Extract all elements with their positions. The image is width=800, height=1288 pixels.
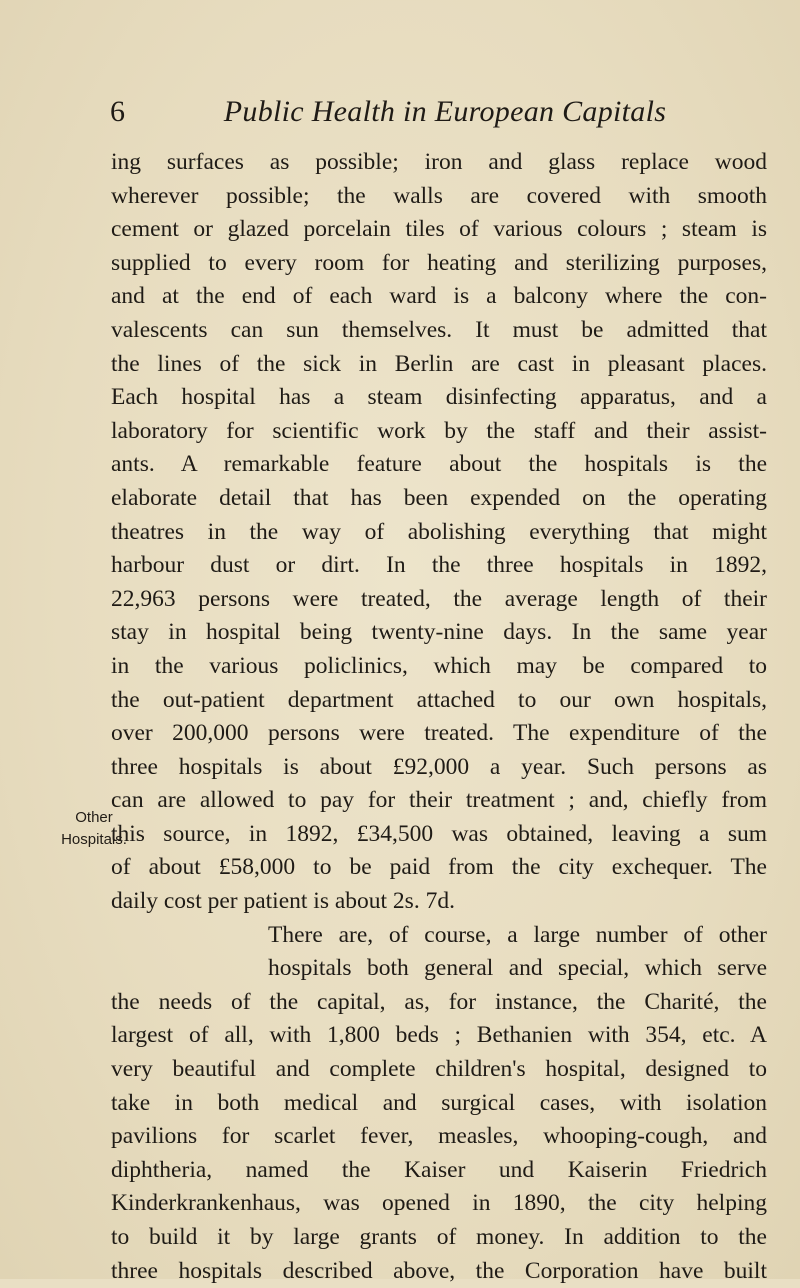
margin-note-line: Other	[75, 809, 113, 826]
text-line: three hospitals described above, the Corporation have built	[111, 1257, 767, 1284]
text-line: 22,963 persons were treated, the average length of their	[111, 585, 767, 612]
text-line: ing surfaces as possible; iron and glass replace wood	[111, 149, 767, 175]
text-line: wherever possible; the walls are covered with smooth	[111, 182, 767, 209]
page-number: 6	[110, 95, 125, 128]
text-line: of about £58,000 to be paid from the city exchequer. The	[111, 854, 767, 881]
text-line: over 200,000 persons were treated. The expenditure of the	[111, 720, 767, 747]
text-line: There are, of course, a large number of other	[268, 921, 767, 948]
text-line: stay in hospital being twenty-nine days. In the same year	[111, 619, 767, 646]
text-line: can are allowed to pay for their treatment ; and, chiefly from	[111, 787, 767, 814]
text-line: the out-patient department attached to our own hospitals,	[111, 686, 767, 713]
text-line: laboratory for scientific work by the staff and their assist-	[111, 417, 767, 444]
text-line: largest of all, with 1,800 beds ; Bethanien with 354, etc. A	[111, 1022, 767, 1049]
margin-note-line: Hospitals.	[61, 831, 127, 848]
text-line: to build it by large grants of money. In addition to the	[111, 1224, 767, 1250]
text-line: three hospitals is about £92,000 a year. Such persons as	[111, 753, 767, 780]
body-text	[111, 146, 767, 1288]
text-line: elaborate detail that has been expended on the operating	[111, 484, 767, 511]
text-line: hospitals both general and special, which serve	[268, 955, 767, 982]
page-header	[110, 92, 760, 132]
text-line: ants. A remarkable feature about the hospitals is the	[111, 451, 767, 478]
text-line: the needs of the capital, as, for instance, the Charité, the	[111, 988, 767, 1015]
text-line: very beautiful and complete children's hospital, designed to	[111, 1056, 767, 1083]
text-line: theatres in the way of abolishing everything that might	[111, 518, 767, 545]
text-line: in the various policlinics, which may be compared to	[111, 652, 767, 679]
running-title: Public Health in European Capitals	[223, 95, 667, 128]
text-line: and at the end of each ward is a balcony where the con-	[111, 283, 767, 310]
text-line: this source, in 1892, £34,500 was obtained, leaving a sum	[111, 820, 767, 847]
text-line: take in both medical and surgical cases, with isolation	[111, 1089, 767, 1116]
text-line: supplied to every room for heating and sterilizing purposes,	[111, 249, 767, 276]
text-line: Each hospital has a steam disinfecting apparatus, and a	[111, 384, 767, 411]
text-line: daily cost per patient is about 2s. 7d.	[111, 888, 455, 915]
text-line: valescents can sun themselves. It must be admitted that	[111, 316, 767, 343]
text-line: Kinderkrankenhaus, was opened in 1890, the city helping	[111, 1190, 767, 1217]
text-line: the lines of the sick in Berlin are cast in pleasant places.	[111, 350, 767, 377]
text-line: pavilions for scarlet fever, measles, whooping-cough, and	[111, 1123, 767, 1150]
text-line: cement or glazed porcelain tiles of various colours ; steam is	[111, 216, 767, 243]
text-line: harbour dust or dirt. In the three hospitals in 1892,	[111, 552, 767, 579]
text-line: diphtheria, named the Kaiser und Kaiserin Friedrich	[111, 1156, 767, 1183]
